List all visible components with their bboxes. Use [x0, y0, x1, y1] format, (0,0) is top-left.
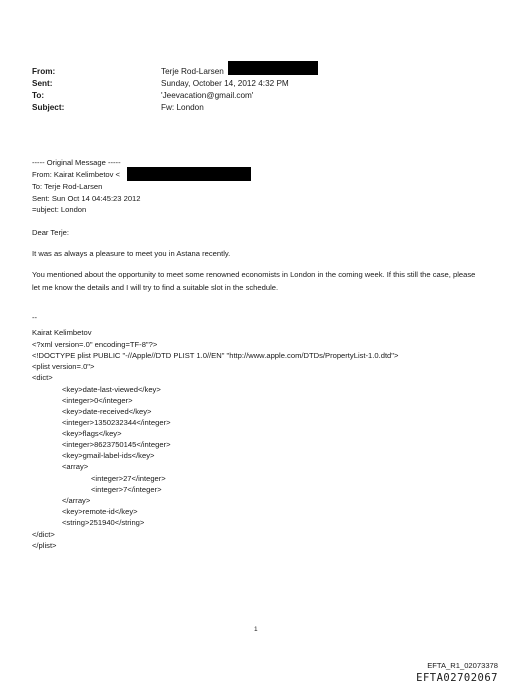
plist-line: <!DOCTYPE plist PUBLIC "-//Apple//DTD PLIST 1.0//EN" "http://www.apple.com/DTDs/PropertyList-1.0.dtd"> [32, 351, 399, 360]
plist-line: <key>remote-id</key> [62, 507, 138, 516]
bates-number-primary: EFTA_R1_02073378 [427, 661, 498, 670]
plist-line: <integer>27</integer> [91, 474, 166, 483]
signature-name: Kairat Kelimbetov [32, 328, 92, 337]
redaction-box [228, 61, 318, 75]
plist-line: <integer>8623750145</integer> [62, 440, 171, 449]
from-value: Terje Rod-Larsen [161, 67, 224, 76]
plist-line: <integer>0</integer> [62, 396, 133, 405]
plist-line: <key>flags</key> [62, 429, 122, 438]
from-label: From: [32, 67, 56, 76]
sent-label: Sent: [32, 79, 53, 88]
original-subject: =ubject: London [32, 205, 87, 214]
page-number: 1 [254, 626, 258, 633]
redaction-box [127, 167, 251, 181]
plist-line: </plist> [32, 541, 57, 550]
plist-line: <?xml version=.0" encoding=TF-8"?> [32, 340, 158, 349]
plist-line: <key>gmail-label-ids</key> [62, 451, 155, 460]
sent-value: Sunday, October 14, 2012 4:32 PM [161, 79, 289, 88]
original-message-divider: ----- Original Message ----- [32, 158, 121, 167]
plist-line: <plist version=.0"> [32, 362, 95, 371]
subject-value: Fw: London [161, 103, 204, 112]
plist-line: <integer>7</integer> [91, 485, 162, 494]
plist-line: <key>date-received</key> [62, 407, 152, 416]
greeting: Dear Terje: [32, 228, 70, 237]
plist-line: </dict> [32, 530, 55, 539]
plist-line: <integer>1350232344</integer> [62, 418, 171, 427]
to-label: To: [32, 91, 45, 100]
body-paragraph-2: You mentioned about the opportunity to meet some renowned economists in London in the coming week. If this still the case, please let me know the details and I will try to find a suitable slot in the schedule. [32, 270, 476, 292]
plist-line: <dict> [32, 373, 53, 382]
to-value: 'Jeevacation@gmail.com' [161, 91, 254, 100]
signature-dash: -- [32, 313, 38, 322]
original-to: To: Terje Rod-Larsen [32, 182, 103, 191]
plist-line: <array> [62, 462, 89, 471]
subject-label: Subject: [32, 103, 65, 112]
original-from: From: Kairat Kelimbetov < [32, 170, 120, 179]
body-paragraph-1: It was as always a pleasure to meet you in Astana recently. [32, 249, 231, 258]
original-sent: Sent: Sun Oct 14 04:45:23 2012 [32, 194, 141, 203]
bates-number-secondary: EFTA02702067 [416, 672, 498, 684]
plist-line: <string>251940</string> [62, 518, 145, 527]
plist-line: <key>date-last-viewed</key> [62, 385, 161, 394]
plist-line: </array> [62, 496, 91, 505]
